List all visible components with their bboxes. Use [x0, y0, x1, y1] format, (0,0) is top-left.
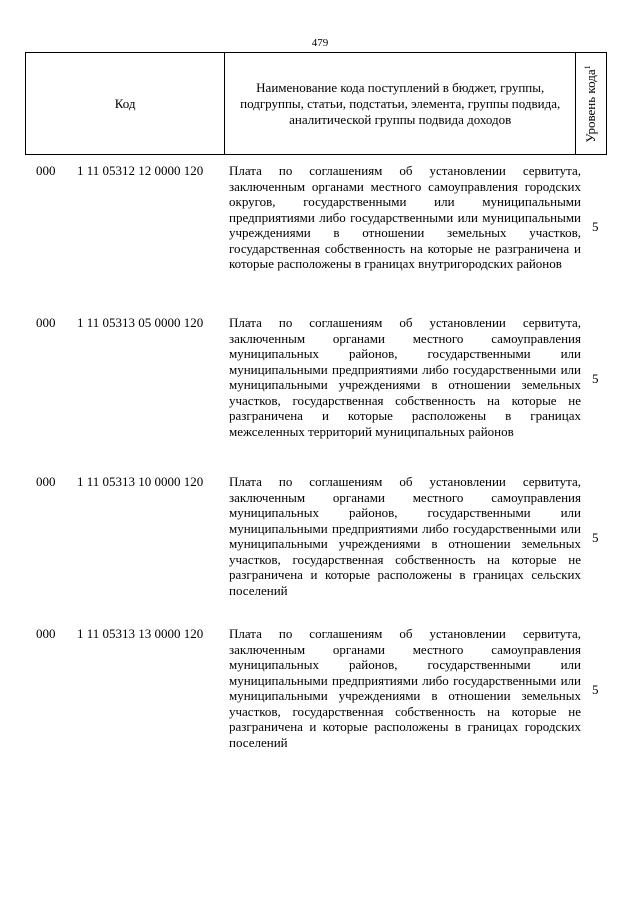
table-body [0, 163, 640, 778]
row-description: Плата по соглашениям об установлении сервитута, заключенным органами местного самоуправления муниципальных районов, государственными или муниципальными предприятиями либо государственными или муниципальными учреждениями в отношении земельных участков, государственная собственность на которые не разграничена и которые расположены в границах сельских поселений [229, 474, 581, 598]
row-kbk: 000 [36, 626, 56, 641]
header-level-label [583, 65, 599, 142]
table-row [0, 315, 640, 474]
row-kbk: 000 [36, 474, 56, 489]
table-row [0, 474, 640, 626]
row-level: 5 [592, 219, 599, 234]
header-level [576, 53, 606, 154]
row-level: 5 [592, 371, 599, 386]
header-level-text: Уровень кода [583, 68, 599, 143]
table-header [25, 52, 607, 155]
header-code: Код [26, 53, 225, 154]
row-code: 1 11 05313 10 0000 120 [77, 474, 204, 489]
row-code: 1 11 05313 05 0000 120 [77, 315, 204, 330]
row-description: Плата по соглашениям об установлении сервитута, заключенным органами местного самоуправления муниципальных районов, государственными или муниципальными предприятиями либо государственными или муниципальными учреждениями в отношении земельных участков, государственная собственность на которые не разграничена и которые расположены в границах городских поселений [229, 626, 581, 750]
row-kbk: 000 [36, 163, 56, 178]
row-description: Плата по соглашениям об установлении сервитута, заключенным органами местного самоуправления городских округов, государственными или муниципальными предприятиями либо государственными или муниципальными учреждениями в отношении земельных участков, государственная собственность на которые не разграничена и которые расположены в границах внутригородских районов [229, 163, 581, 271]
row-code: 1 11 05312 12 0000 120 [77, 163, 204, 178]
header-name: Наименование кода поступлений в бюджет, группы, подгруппы, статьи, подстатьи, элемента, группы подвида, аналитической группы подвида доходов [225, 53, 576, 154]
row-code: 1 11 05313 13 0000 120 [77, 626, 204, 641]
page-number: 479 [311, 37, 329, 49]
table-row [0, 163, 640, 315]
row-level: 5 [592, 682, 599, 697]
header-level-footnote: 1 [582, 64, 592, 69]
row-level: 5 [592, 530, 599, 545]
row-kbk: 000 [36, 315, 56, 330]
row-description: Плата по соглашениям об установлении сервитута, заключенным органами местного самоуправления муниципальных районов, государственными или муниципальными предприятиями либо государственными или муниципальными учреждениями в отношении земельных участков, государственная собственность на которые не разграничена и которые расположены в границах межселенных территорий муниципальных районов [229, 315, 581, 439]
table-row [0, 626, 640, 778]
